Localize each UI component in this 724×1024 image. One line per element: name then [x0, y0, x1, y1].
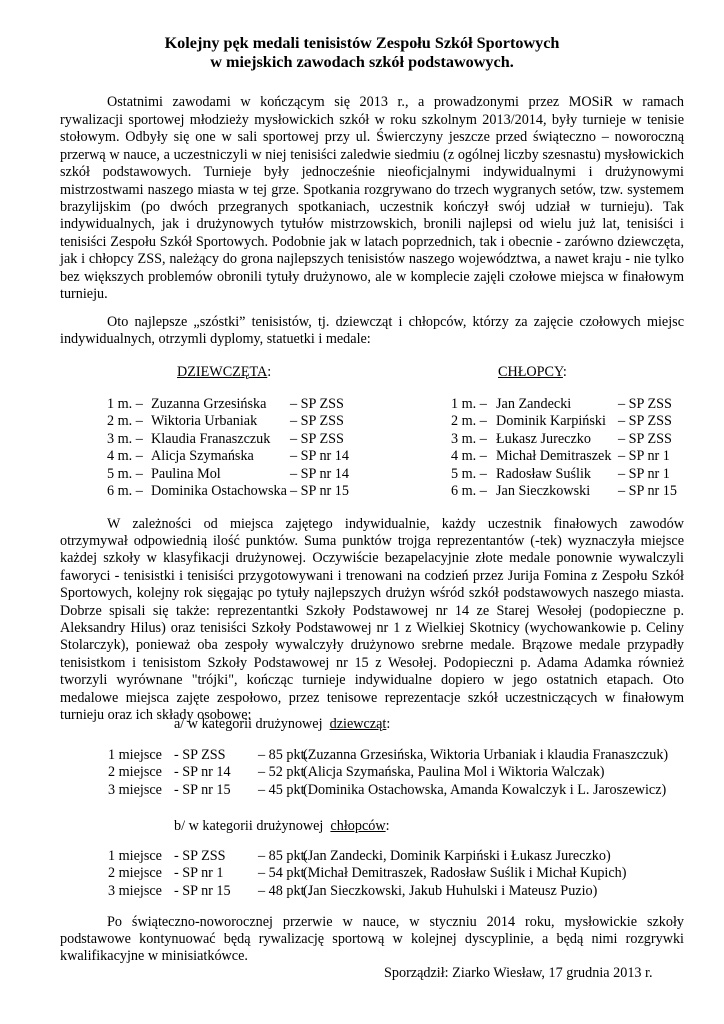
girls-row-name: Klaudia Franaszczuk — [151, 430, 271, 447]
boys-header-label: CHŁOPCY — [498, 364, 563, 380]
team-girls-colon: : — [386, 716, 391, 732]
team_boys-row-place: 3 miejsce — [108, 882, 162, 899]
team_girls-row-school: - SP nr 14 — [174, 764, 231, 781]
team_girls-row-place: 2 miejsce — [108, 764, 162, 781]
para1-first-line: Ostatnimi zawodami w kończącym się 2013 r., a prowadzonymi przez MOSiR w ramach — [107, 94, 684, 110]
para1-body: rywalizacji sportowej młodzieży mysłowickich szkół w roku szkolnym 2013/2014, były turnieje w tenisie stołowym. Odbyły się one w sali sportowej przy ul. Świerczyny jeszcze przed świąteczno – noworoczną przerwą w nauce, a uczestniczyli w niej tenisiści zaledwie siedmiu (z ogólnej liczby szesnastu) mysłowickich szkół podstawowych. Turnieje były jednocześnie nieoficjalnymi indywidualnymi i drużynowymi mistrzostwami naszego miasta w tej grze. Spotkania rozgrywano do trzech wygranych setów, tzw. systemem brazylijskim (po dwóch przegranych spotkaniach, uczestnik kończył swój udział w turnieju). Tak indywidualnych, jak i drużynowych tytułów mistrzowskich, bronili najlepsi od wielu już lat, tenisiści i tenisiści Zespołu Szkół Sportowych. Podobnie jak w latach poprzednich, tak i obecnie - zarówno dziewczęta, jak i chłopcy ZSS, należący do grona najlepszych tenisistów naszego województwa, a nawet kraju - nie tylko bez większych problemów obronili tytuły drużynowo, ale w komplecie zajęli czołowe miejsca w finałowym turnieju. — [60, 112, 684, 303]
team-boys-header — [174, 818, 390, 835]
boys-row-place: 6 m. – — [451, 483, 487, 499]
girls-row-place: 6 m. – — [107, 483, 143, 499]
boys-row-place: 4 m. – — [451, 448, 487, 465]
girls-header — [177, 364, 271, 381]
team_boys-row-place: 2 miejsce — [108, 865, 162, 882]
para4-body: podstawowe kontynuować będą rywalizację sportową w kolejnej dyscyplinie, a będą nimi rozgrywki kwalifikacyjne w minisiatkówce. — [60, 931, 684, 965]
boys-row-place: 2 m. – — [451, 413, 487, 430]
girls-row-place: 5 m. – — [107, 465, 143, 482]
girls-row-name: Wiktoria Urbaniak — [151, 413, 258, 430]
team_girls-row-points: – 45 pkt . — [258, 781, 312, 798]
team_boys-row-school: - SP nr 15 — [174, 882, 231, 899]
team_boys-row-school: - SP nr 1 — [174, 865, 224, 882]
boys-row-place: 5 m. – — [451, 465, 487, 482]
boys-row-school: – SP ZSS — [618, 430, 672, 447]
girls-header-label: DZIEWCZĘTA — [177, 364, 268, 380]
team_boys-row-members: (Michał Demitraszek, Radosław Suślik i Michał Kupich) — [303, 865, 627, 882]
para2-body: indywidualnych, otrzymli dyplomy, statuetki i medale: — [60, 331, 371, 347]
girls-row-name: Paulina Mol — [151, 465, 221, 482]
title-line-1: Kolejny pęk medali tenisistów Zespołu Szkół Sportowych — [164, 34, 560, 52]
team_girls-row-place: 1 miejsce — [108, 747, 162, 763]
team-boys-category: chłopców — [330, 818, 386, 834]
girls-row-school: – SP ZSS — [290, 396, 344, 412]
girls-row-school: – SP nr 14 — [290, 465, 349, 482]
team_girls-row-members: (Zuzanna Grzesińska, Wiktoria Urbaniak i klaudia Franaszczuk) — [303, 747, 669, 763]
team_girls-row-school: - SP nr 15 — [174, 781, 231, 798]
girls-row-school: – SP nr 14 — [290, 448, 349, 465]
boys-row-name: Jan Sieczkowski — [496, 483, 591, 499]
team-boys-prefix: b/ w kategorii drużynowej — [174, 818, 324, 834]
team-girls-header — [174, 716, 390, 733]
boys-row-school: – SP ZSS — [618, 396, 672, 412]
team-boys-colon: : — [385, 818, 390, 834]
title-line-2: w miejskich zawodach szkół podstawowych. — [210, 53, 514, 71]
girls-row-place: 4 m. – — [107, 448, 143, 465]
boys-header-colon: : — [562, 364, 567, 380]
girls-row-place: 2 m. – — [107, 413, 143, 430]
team_boys-row-points: – 54 pkt . — [258, 865, 312, 882]
team_girls-row-members: (Dominika Ostachowska, Amanda Kowalczyk i L. Jaroszewicz) — [303, 781, 667, 798]
girls-row-name: Zuzanna Grzesińska — [151, 396, 267, 412]
girls-row-name: Alicja Szymańska — [151, 448, 254, 465]
boys-row-school: – SP nr 1 — [618, 465, 670, 482]
team_boys-row-members: (Jan Zandecki, Dominik Karpiński i Łukasz Jureczko) — [303, 848, 611, 864]
signature: Sporządził: Ziarko Wiesław, 17 grudnia 2013 r. — [384, 965, 653, 981]
boys-row-name: Michał Demitraszek — [496, 448, 612, 465]
para4-first-line: Po świąteczno-noworocznej przerwie w nauce, w styczniu 2014 roku, mysłowickie szkoły — [107, 914, 684, 930]
boys-row-name: Jan Zandecki — [496, 396, 572, 412]
team-girls-category: dziewcząt — [329, 716, 387, 732]
girls-row-school: – SP ZSS — [290, 413, 344, 430]
girls-header-colon: : — [267, 364, 272, 380]
girls-row-name: Dominika Ostachowska — [151, 483, 287, 499]
team_boys-row-points: – 48 pkt . — [258, 882, 312, 899]
team_girls-row-place: 3 miejsce — [108, 781, 162, 798]
team_boys-row-place: 1 miejsce — [108, 848, 162, 864]
team-girls-prefix: a/ w kategorii drużynowej — [174, 716, 323, 732]
para3-first-line: W zależności od miejsca zajętego indywidualnie, każdy uczestnik finałowych zawodów — [107, 516, 684, 532]
team_girls-row-points: – 85 pkt. — [258, 747, 309, 763]
boys-row-school: – SP nr 1 — [618, 448, 670, 465]
team_boys-row-members: (Jan Sieczkowski, Jakub Huhulski i Mateusz Puzio) — [303, 882, 598, 899]
boys-row-name: Dominik Karpiński — [496, 413, 606, 430]
team_boys-row-school: - SP ZSS — [174, 848, 226, 864]
girls-row-place: 1 m. – — [107, 396, 143, 412]
boys-row-school: – SP nr 15 — [618, 483, 677, 499]
girls-row-school: – SP nr 15 — [290, 483, 349, 499]
boys-row-school: – SP ZSS — [618, 413, 672, 430]
team_girls-row-points: – 52 pkt . — [258, 764, 312, 781]
boys-row-name: Łukasz Jureczko — [496, 430, 591, 447]
team_girls-row-school: - SP ZSS — [174, 747, 226, 763]
team_boys-row-points: – 85 pkt. — [258, 848, 309, 864]
boys-row-place: 1 m. – — [451, 396, 487, 412]
para3-body: otrzymywał odpowiednią ilość punktów. Suma punktów trojga reprezentantów (-tek) wyznaczyła miejsce każdej szkoły w klasyfikacji drużynowej. Oczywiście bezapelacyjnie złote medale ponownie wywalczyli faworyci - tenisistki i tenisiści przygotowywani i trenowani na codzień przez Jurija Fomina z Zespołu Szkół Sportowych, kolejny rok sięgając po tytuły najlepszych drużyn wśród szkół podstawowych naszego miasta. Dobrze spisali się także: reprezentantki Szkoły Podstawowej nr 14 ze Starej Wesołej (podopieczne p. Aleksandry Hilus) oraz tenisiści Szkoły Podstawowej nr 1 z Wielkiej Skotnicy (wychowankowie p. Celiny Stolarczyk), ponieważ oba zespoły wywalczyły drużynowo srebrne medale. Brązowe medale przypadły tenisistkom i tenisistom Szkoły Podstawowej nr 15 z Wesołej. Podopieczni p. Adama Adamka również tworzyli wyrównane "trójki", kończąc turnieje indywidualne dopiero w jego ostatnich etapach. Oto medalowe miejsca zajęte zespołowo, przez tenisowe reprezentacje szkół uczestniczących w finałowym turnieju oraz ich składy osobowe: — [60, 533, 684, 724]
boys-header — [498, 364, 567, 381]
girls-row-place: 3 m. – — [107, 430, 143, 447]
boys-row-name: Radosław Suślik — [496, 465, 591, 482]
girls-row-school: – SP ZSS — [290, 430, 344, 447]
para2-first-line: Oto najlepsze „szóstki” tenisistów, tj. dziewcząt i chłopców, którzy za zajęcie czołowych miejsc — [107, 314, 684, 330]
team_girls-row-members: (Alicja Szymańska, Paulina Mol i Wiktoria Walczak) — [303, 764, 605, 781]
boys-row-place: 3 m. – — [451, 430, 487, 447]
